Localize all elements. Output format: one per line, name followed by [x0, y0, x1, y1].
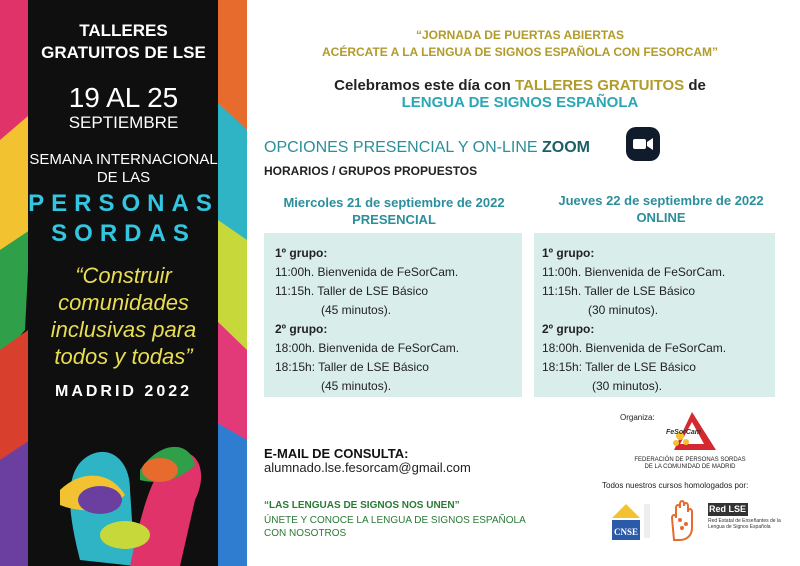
- day1-schedule-box: [264, 233, 522, 397]
- email-link[interactable]: alumnado.lse.fesorcam@gmail.com: [264, 460, 471, 475]
- organiza-label: Organiza:: [620, 413, 655, 422]
- banner-dates: 19 AL 25: [68, 82, 179, 113]
- banner-month: SEPTIEMBRE: [68, 113, 179, 132]
- footer-slogan: “LAS LENGUAS DE SIGNOS NOS UNEN”: [264, 500, 460, 511]
- day2-schedule-box: [534, 233, 775, 397]
- schedule-line: 2º grupo:: [275, 322, 328, 336]
- opciones-text: OPCIONES PRESENCIAL Y ON-LINE ZOOM: [264, 139, 591, 156]
- banner-madrid: MADRID 2022: [54, 383, 193, 400]
- hand-logo-icon: [666, 498, 702, 542]
- schedule-line: (30 minutos).: [588, 303, 659, 317]
- fesorcam-logo-icon: [666, 410, 720, 456]
- federacion-text: FEDERACIÓN DE PERSONAS SORDAS DE LA COMUNIDAD DE MADRID: [634, 457, 746, 470]
- schedule-line: (30 minutos).: [592, 379, 663, 393]
- schedule-line: 18:15h: Taller de LSE Básico: [542, 360, 696, 374]
- redlse-subtitle: Red Estatal de Enseñantes de la Lengua de Signos Española: [708, 518, 781, 530]
- schedule-line: 18:15h: Taller de LSE Básico: [275, 360, 429, 374]
- cnse-logo-icon: [610, 500, 652, 542]
- schedule-line: (45 minutos).: [321, 379, 392, 393]
- banner-title: TALLERES GRATUITOS DE LSE: [41, 21, 206, 62]
- day2-heading: Jueves 22 de septiembre de 2022 ONLINE: [558, 193, 764, 225]
- cnse-logo-text: CNSE: [614, 527, 639, 537]
- banner-sordas: SORDAS: [51, 220, 196, 247]
- left-banner: [0, 0, 247, 566]
- schedule-line: 11:00h. Bienvenida de FeSorCam.: [275, 265, 459, 279]
- homologados-label: Todos nuestros cursos homologados por:: [602, 481, 749, 490]
- banner-quote: “Construir comunidades inclusivas para todos y todas”: [50, 263, 197, 369]
- schedule-line: (45 minutos).: [321, 303, 392, 317]
- schedule-line: 11:00h. Bienvenida de FeSorCam.: [542, 265, 726, 279]
- schedule-line: 18:00h. Bienvenida de FeSorCam.: [542, 341, 727, 355]
- footer-line1: ÚNETE Y CONOCE LA LENGUA DE SIGNOS ESPAÑOLA: [264, 515, 526, 526]
- schedule-line: 11:15h. Taller de LSE Básico: [275, 284, 428, 298]
- banner-week: SEMANA INTERNACIONAL DE LAS: [29, 151, 218, 186]
- banner-personas: PERSONAS: [28, 190, 219, 217]
- schedule-line: 1º grupo:: [542, 246, 595, 260]
- schedule-line: 2º grupo:: [542, 322, 595, 336]
- redlse-logo-text: Red LSE: [709, 504, 747, 514]
- event-header: “JORNADA DE PUERTAS ABIERTAS ACÉRCATE A LA LENGUA DE SIGNOS ESPAÑOLA CON FESORCAM”: [321, 28, 718, 59]
- celebramos-text: Celebramos este día con TALLERES GRATUITOS de LENGUA DE SIGNOS ESPAÑOLA: [334, 77, 706, 111]
- day1-heading: Miercoles 21 de septiembre de 2022 PRESENCIAL: [283, 195, 505, 227]
- footer-line2: CON NOSOTROS: [264, 528, 347, 539]
- horarios-heading: HORARIOS / GRUPOS PROPUESTOS: [264, 164, 478, 178]
- schedule-line: 18:00h. Bienvenida de FeSorCam.: [275, 341, 460, 355]
- email-label: E-MAIL DE CONSULTA:: [264, 446, 409, 461]
- schedule-line: 1º grupo:: [275, 246, 328, 260]
- zoom-camera-icon: [626, 127, 660, 161]
- fesorcam-logo-text: FeSorCam: [666, 429, 702, 436]
- schedule-line: 11:15h. Taller de LSE Básico: [542, 284, 695, 298]
